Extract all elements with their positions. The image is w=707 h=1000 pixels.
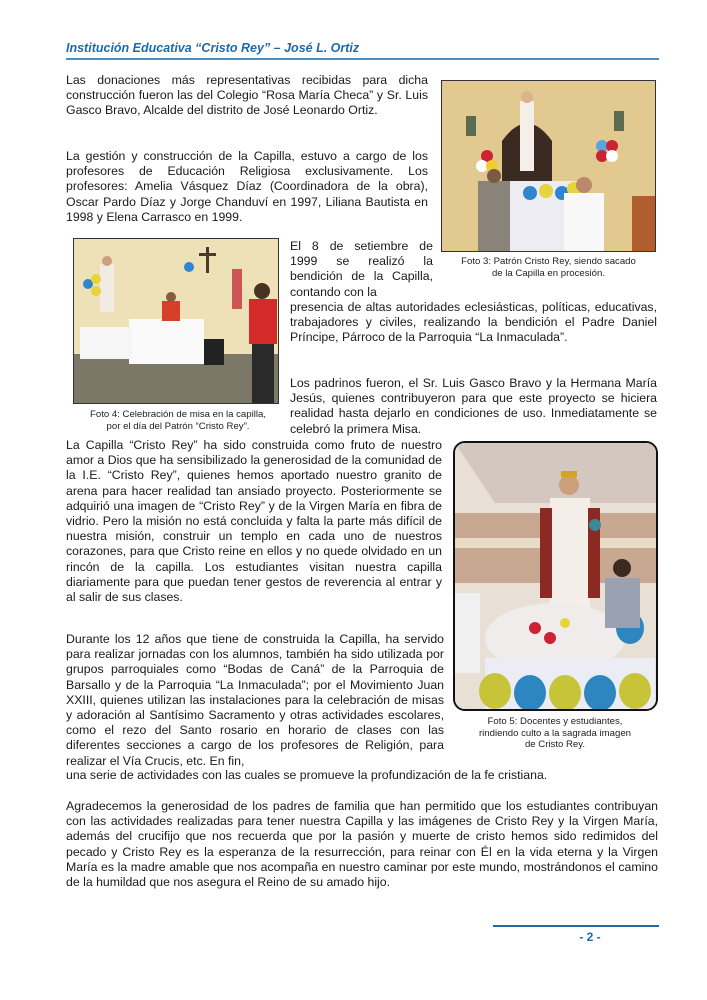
- footer-rule: [493, 925, 659, 927]
- caption-foto5-line1: Foto 5: Docentes y estudiantes,: [487, 716, 623, 727]
- photo-misa-capilla: [73, 238, 279, 404]
- paragraph-bendicion-cont: presencia de altas autoridades eclesiásticas, políticas, educativas, trabajadores y civiles, realizando la bendición el Padre Daniel Príncipe, Párroco de la Parroquia “La Inmaculada”.: [290, 300, 657, 345]
- paragraph-gestion: La gestión y construcción de la Capilla, estuvo a cargo de los profesores de Educación Religiosa exclusivamente. Los profesores: Amelia Vásquez Díaz (Coordinadora de la obra), Oscar Pardo Díaz y Jorge Chanduví en 1997, Liliana Bautista en 1998 y Elena Carrasco en 1999.: [66, 149, 428, 224]
- caption-foto4-line1: Foto 4: Celebración de misa en la capilla,: [90, 409, 266, 420]
- paragraph-agradecemos: Agradecemos la generosidad de los padres de familia que han permitido que los estudiantes contribuyan con las actividades realizadas para tener nuestra Capilla y las imágenes de Cristo Rey y la Virgen María, además del crucifijo que nos recuerda que por la pasión y muerte de cristo hemos sido redimidos del pecado y Cristo Rey es la esperanza de la resurrección, para reinar con Él en la vida eterna y la Virgen María es la madre amable que nos acompaña en nuestro caminar por este mundo, mostrándonos el camino de la humildad que nos asegura el Reino de su amado hijo.: [66, 799, 658, 890]
- caption-foto5-line3: de Cristo Rey.: [524, 739, 586, 751]
- paragraph-capilla-cristo-rey: La Capilla “Cristo Rey” ha sido construida como fruto de nuestro amor a Dios que ha sensibilizado la generosidad de la comunidad de la I.E. “Cristo Rey”, quienes hemos aportado nuestro granito de arena para hacer realidad tan ansiado proyecto. Posteriormente se adquirió una imagen de “Cristo Rey” y de la Virgen María en fibra de vidrio. Pero la misión no está concluida y falta la parte más difícil de nuestra misión, construir un templo en cada uno de nuestros corazones, para que Cristo reine en ellos y no quede olvidado en un rincón de la capilla. Los estudiantes visitan nuestra capilla diariamente para que puedan tener gestos de reverencia al entrar y al salir de sus clases.: [66, 438, 442, 605]
- caption-foto3: [441, 256, 656, 279]
- caption-foto3-line1: Foto 3: Patrón Cristo Rey, siendo sacado: [461, 256, 636, 267]
- paragraph-bendicion-start: El 8 de setiembre de 1999 se realizó la bendición de la Capilla, contando con la: [290, 239, 433, 299]
- photo-patron-procesion: [441, 80, 656, 252]
- header-rule: [66, 58, 659, 60]
- paragraph-durante-12-anos: Durante los 12 años que tiene de construida la Capilla, ha servido para realizar jornadas con los alumnos, también ha sido utilizada por grupos parroquiales como “Bodas de Caná” de la Parroquia de Barsallo y de la Parroquia “La Inmaculada”; por el Movimiento Juan XXIII, quienes utilizan las instalaciones para la celebración de misas y adoración al Santísimo Sacramento y otras actividades escolares, como el rezo del Santo rosario en horario de clases con las diferentes secciones a cargo de los profesores de Religión, para realizar el Vía Crucis, etc. En fin,: [66, 632, 444, 768]
- caption-foto5: [455, 716, 655, 751]
- paragraph-durante-12-anos-end: una serie de actividades con las cuales se promueve la profundización de la fe cristiana.: [66, 768, 548, 782]
- caption-foto5-line2: rindiendo culto a la sagrada imagen: [478, 727, 631, 739]
- paragraph-donaciones: Las donaciones más representativas recibidas para dicha construcción fueron las del Colegio “Rosa María Checa” y Sr. Luis Gasco Bravo, Alcalde del distrito de José Leonardo Ortiz.: [66, 73, 428, 118]
- page-header-title: Institución Educativa “Cristo Rey” – José L. Ortiz: [66, 41, 360, 55]
- page-number: - 2 -: [579, 930, 601, 944]
- caption-foto3-line2: de la Capilla en procesión.: [491, 267, 606, 279]
- paragraph-padrinos: Los padrinos fueron, el Sr. Luis Gasco Bravo y la Hermana María Jesús, quienes contribuyeron para que este proyecto se hiciera realidad hasta dejarlo en condiciones de uso. Inmediatamente se celebró la primera Misa.: [290, 376, 657, 436]
- photo-docentes-estudiantes: [453, 441, 658, 711]
- caption-foto4-line2: por el día del Patrón “Cristo Rey”.: [106, 420, 250, 432]
- caption-foto4: [73, 409, 283, 432]
